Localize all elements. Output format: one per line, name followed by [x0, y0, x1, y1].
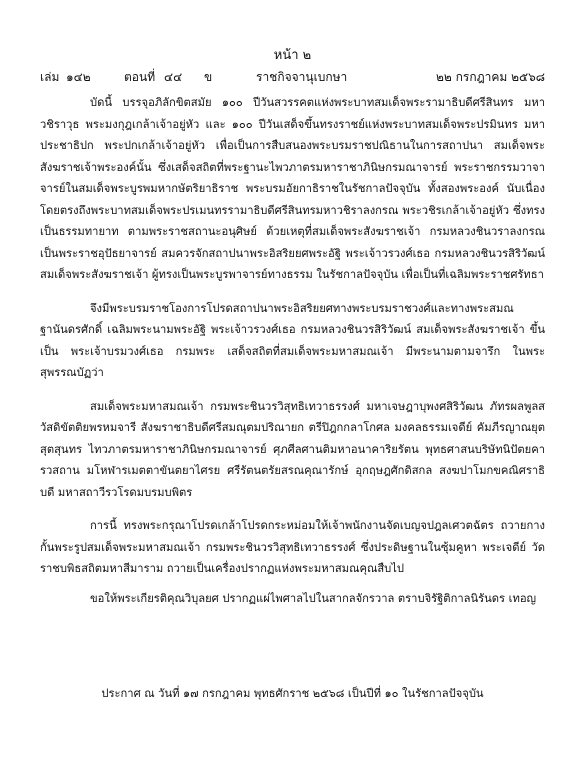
paragraph-blessing: ขอให้พระเกียรติคุณวิบุลยศ ปรากฏแผ่ไพศาลไปในสากลจักรวาล ตราบจิรัฐิติกาลนิรันดร เทอญ [90, 591, 537, 605]
gazette-name: ราชกิจจานุเบกษา [256, 70, 348, 84]
gazette-header [40, 68, 545, 86]
document-body [40, 92, 545, 617]
page-number: หน้า ๒ [273, 48, 312, 63]
issue-date: ๒๒ กรกฎาคม ๒๕๖๘ [435, 70, 545, 84]
paragraph-royal-command: จึงมีพระบรมราชโองการโปรดสถาปนาพระอิสริยยศทางพระบรมราชวงศ์และทางพระสมณ ฐานันดรศักดิ์ เฉลิมพระนามพระอัฐิ พระเจ้าวรวงศ์เธอ กรมหลวงชินวรสิริวัฒน์ สมเด็จพระสังฆราชเจ้า ขึ้นเป็น พระเจ้าบรมวงศ์เธอ กรมพระ เสด็จสถิตที่สมเด็จพระมหาสมณเจ้า มีพระนามตามจารึก ในพระสุพรรณบัฏว่า [40, 301, 545, 379]
part-letter: ข [204, 70, 213, 84]
paragraph-announcement: บัดนี้ บรรจุอภิลักขิตสมัย ๑๐๐ ปีวันสวรรคตแห่งพระบาทสมเด็จพระรามาธิบดีศรีสินทร มหาวชิราวุธ พระมงกุฎเกล้าเจ้าอยู่หัว และ ๑๐๐ ปีวันเสด็จขึ้นทรงราชย์แห่งพระบาทสมเด็จพระปรมินทร มหาประชาธิปก พระปกเกล้าเจ้าอยู่หัว เพื่อเป็นการสืบสนองพระบรมราชปณิธานในการสถาปนา สมเด็จพระสังฆราชเจ้าพระองค์นั้น ซึ่งเสด็จสถิตที่พระฐานะไพวภาตรมหาราชาภินิษกรมณาจารย์ พระราชกรรมวาจาจารย์ในสมเด็จพระบูรพมหากษัตริยาธิราช พระบรมอัยกาธิราชในรัชกาลปัจจุบัน ทั้งสองพระองค์ นับเนื่องโดยตรงถึงพระบาทสมเด็จพระปรเมนทรรามาธิบดีศรีสินทรมหาวชิราลงกรณ พระวชิรเกล้าเจ้าอยู่หัว ซึ่งทรงเป็นธรรมทายาท ตามพระราชสถานะอนุศิษย์ ด้วยเหตุที่สมเด็จพระสังฆราชเจ้า กรมหลวงชินวราลงกรณ เป็นพระราชอุปัธยาจารย์ สมควรจักสถาปนาพระอิสริยยศพระอัฐิ พระเจ้าวรวงศ์เธอ กรมหลวงชินวรสิริวัฒน์ สมเด็จพระสังฆราชเจ้า ผู้ทรงเป็นพระบูรพาจารย์ทางธรรม ในรัชกาลปัจจุบัน เพื่อเป็นที่เฉลิมพระราชศรัทธา [40, 96, 545, 281]
paragraph-umbrella: การนี้ ทรงพระกรุณาโปรดเกล้าโปรดกระหม่อมให้เจ้าพนักงานจัดเบญจปฎลเศวตฉัตร ถวายกางกั้นพระรูปสมเด็จพระมหาสมณเจ้า กรมพระชินวรวิสุทธิเทวาธรรงศ์ ซึ่งประดิษฐานในซุ้มคูหา พระเจดีย์ วัดราชบพิธสถิตมหาสีมาราม ถวายเป็นเครื่องปรากฏแห่งพระมหาสมณคุณสืบไป [40, 519, 545, 575]
volume-label: เล่ม [40, 70, 60, 84]
section-number: ๔๔ [164, 70, 183, 84]
volume-number: ๑๔๒ [66, 70, 91, 84]
section-label: ตอนที่ [124, 70, 156, 84]
paragraph-title-name: สมเด็จพระมหาสมณเจ้า กรมพระชินวรวิสุทธิเทวาธรรงศ์ มหาเจษฎาบุพงศสิริวัฒน ภัทรผลพูลสวัสดิขัตติยพรหมจารี สังฆราชาธิบดีศรีสมณุตมปริณายก ตรีปิฎกกลาโกศล มงคลธรรมเจดีย์ คัมภีรญาณยุตสุตสุนทร ไทวภาตรมหาราชาภินิษกรมณาจารย์ ศุภศีลศานติมหาอนาคาริยรัตน พุทธศาสนบริษัทนิปัตยคารวสถาน มโหฬารเมตตาขันตยาไศรย ศรีรัตนตรัยสรณคุณารักษ์ อุกฤษฎศักดิสกล สงฆปาโมกขคณิศราธิบดี มหาสถาวีรวโรดมบรมบพิตร [40, 399, 545, 499]
proclamation-date: ประกาศ ณ วันที่ ๑๗ กรกฎาคม พุทธศักราช ๒๕๖๘ เป็นปีที่ ๑๐ ในรัชกาลปัจจุบัน [101, 687, 484, 700]
